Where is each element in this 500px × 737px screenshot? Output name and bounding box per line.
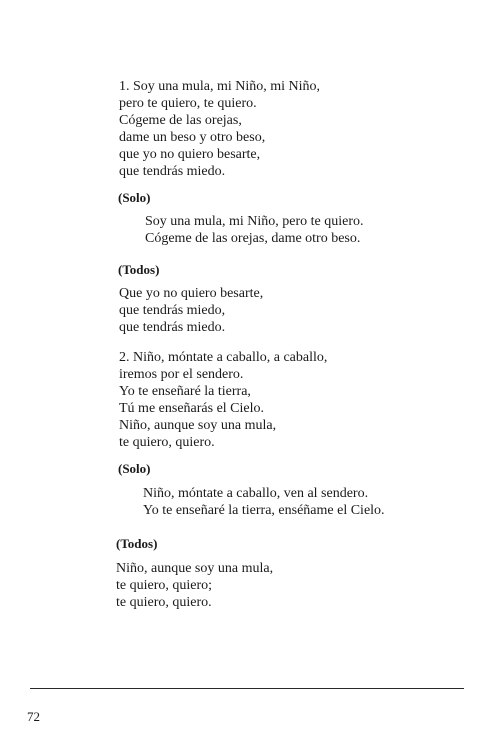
- footer-rule: [30, 688, 464, 689]
- todos-2-line: Niño, aunque soy una mula,: [116, 561, 274, 576]
- solo-2-heading: (Solo): [118, 461, 151, 476]
- solo-1-line: Soy una mula, mi Niño, pero te quiero.: [145, 214, 364, 229]
- solo-1-verse: [145, 213, 364, 247]
- stanza-2-line: Tú me enseñarás el Cielo.: [119, 401, 265, 416]
- stanza-2-line: Yo te enseñaré la tierra,: [119, 384, 251, 399]
- stanza-2-line: iremos por el sendero.: [119, 367, 244, 382]
- todos-1-line: que tendrás miedo,: [119, 303, 226, 318]
- todos-2-line: te quiero, quiero;: [116, 578, 213, 593]
- stanza-2-line: 2. Niño, móntate a caballo, a caballo,: [119, 350, 328, 365]
- stanza-2: [119, 349, 327, 451]
- todos-1-verse: [119, 285, 263, 336]
- stanza-1-line: que yo no quiero besarte,: [119, 147, 261, 162]
- todos-2-verse: [116, 560, 273, 611]
- stanza-1-line: 1. Soy una mula, mi Niño, mi Niño,: [119, 79, 321, 94]
- page-number: 72: [27, 709, 40, 724]
- todos-1-line: que tendrás miedo.: [119, 320, 226, 335]
- solo-2-line: Yo te enseñaré la tierra, enséñame el Cielo.: [143, 503, 385, 518]
- solo-2-line: Niño, móntate a caballo, ven al sendero.: [143, 486, 369, 501]
- stanza-1-line: Cógeme de las orejas,: [119, 113, 242, 128]
- solo-1-line: Cógeme de las orejas, dame otro beso.: [145, 231, 361, 246]
- todos-1-line: Que yo no quiero besarte,: [119, 286, 264, 301]
- solo-1-heading: (Solo): [118, 190, 151, 205]
- stanza-2-line: Niño, aunque soy una mula,: [119, 418, 277, 433]
- stanza-2-line: te quiero, quiero.: [119, 435, 215, 450]
- stanza-1-line: dame un beso y otro beso,: [119, 130, 266, 145]
- todos-2-line: te quiero, quiero.: [116, 595, 212, 610]
- stanza-1: [119, 78, 320, 180]
- todos-1-heading: (Todos): [118, 262, 160, 277]
- solo-2-verse: [143, 485, 385, 519]
- stanza-1-line: pero te quiero, te quiero.: [119, 96, 257, 111]
- todos-2-heading: (Todos): [116, 536, 158, 551]
- stanza-1-line: que tendrás miedo.: [119, 164, 226, 179]
